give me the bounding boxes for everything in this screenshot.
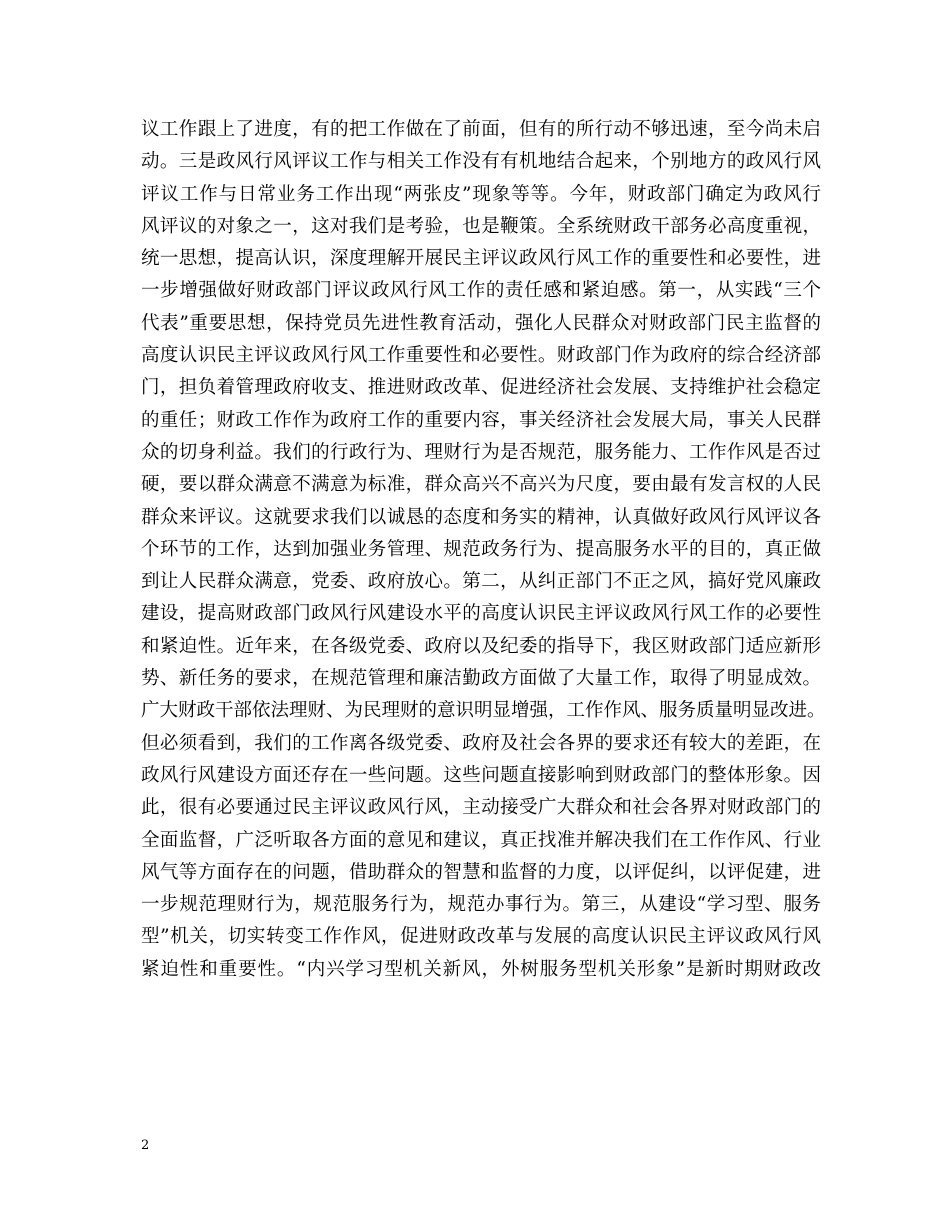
body-text [141,114,826,986]
text-line: 众的切身利益。我们的行政行为、理财行为是否规范，服务能力、工作作风是否过 [141,441,821,463]
text-line: 个环节的工作，达到加强业务管理、规范政务行为、提高服务水平的目的，真正做 [141,538,821,560]
text-line: 一步规范理财行为，规范服务行为，规范办事行为。第三，从建设“学习型、服务 [141,894,821,916]
text-line: 势、新任务的要求，在规范管理和廉洁勤政方面做了大量工作，取得了明显成效。 [141,668,821,690]
text-line: 此，很有必要通过民主评议政风行风，主动接受广大群众和社会各界对财政部门的 [141,797,821,819]
text-line: 评议工作与日常业务工作出现“两张皮”现象等等。今年，财政部门确定为政风行 [141,183,821,205]
text-line: 紧迫性和重要性。“内兴学习型机关新风，外树服务型机关形象”是新时期财政改 [141,958,821,980]
text-line: 广大财政干部依法理财、为民理财的意识明显增强，工作作风、服务质量明显改进。 [141,700,826,722]
text-line: 的重任；财政工作作为政府工作的重要内容，事关经济社会发展大局，事关人民群 [141,409,821,431]
text-line: 风评议的对象之一，这对我们是考验，也是鞭策。全系统财政干部务必高度重视， [141,215,821,237]
text-line: 一步增强做好财政部门评议政风行风工作的责任感和紧迫感。第一，从实践“三个 [141,280,821,302]
text-line: 到让人民群众满意，党委、政府放心。第二，从纠正部门不正之风，搞好党风廉政 [141,571,821,593]
text-line: 风气等方面存在的问题，借助群众的智慧和监督的力度，以评促纠，以评促建，进 [141,861,821,883]
text-line: 高度认识民主评议政风行风工作重要性和必要性。财政部门作为政府的综合经济部 [141,345,821,367]
text-line: 型”机关，切实转变工作作风，促进财政改革与发展的高度认识民主评议政风行风 [141,926,821,948]
text-line: 全面监督，广泛听取各方面的意见和建议，真正找准并解决我们在工作作风、行业 [141,829,821,851]
text-line: 议工作跟上了进度，有的把工作做在了前面，但有的所行动不够迅速，至今尚未启 [141,119,821,140]
text-line: 门，担负着管理政府收支、推进财政改革、促进经济社会发展、支持维护社会稳定 [141,377,821,399]
text-line: 建设，提高财政部门政风行风建设水平的高度认识民主评议政风行风工作的必要性 [141,603,821,625]
page-number: 2 [141,1138,150,1153]
text-line: 硬，要以群众满意不满意为标准，群众高兴不高兴为尺度，要由最有发言权的人民 [141,474,821,496]
text-line: 但必须看到，我们的工作离各级党委、政府及社会各界的要求还有较大的差距，在 [141,732,821,754]
text-line: 动。三是政风行风评议工作与相关工作没有有机地结合起来，个别地方的政风行风 [141,151,821,173]
text-line: 和紧迫性。近年来，在各级党委、政府以及纪委的指导下，我区财政部门适应新形 [141,635,821,657]
text-line: 群众来评议。这就要求我们以诚恳的态度和务实的精神，认真做好政风行风评议各 [141,506,821,528]
text-line: 代表”重要思想，保持党员先进性教育活动，强化人民群众对财政部门民主监督的 [141,312,821,334]
text-line: 统一思想，提高认识，深度理解开展民主评议政风行风工作的重要性和必要性，进 [141,248,821,270]
text-line: 政风行风建设方面还存在一些问题。这些问题直接影响到财政部门的整体形象。因 [141,764,821,786]
